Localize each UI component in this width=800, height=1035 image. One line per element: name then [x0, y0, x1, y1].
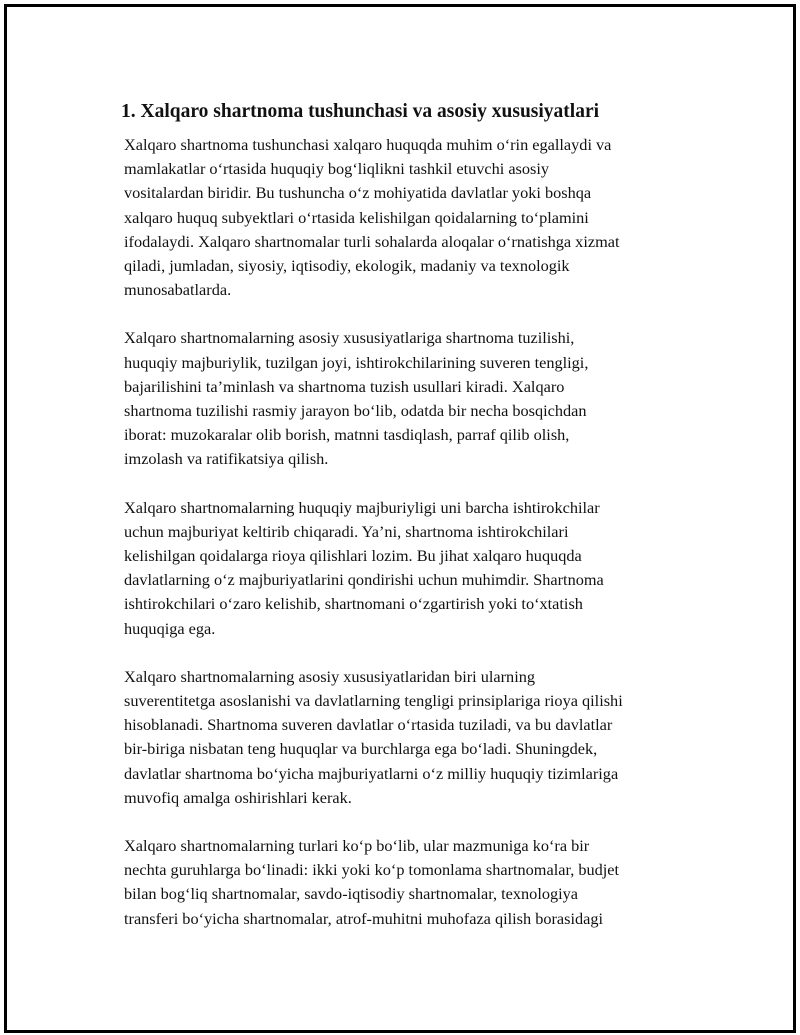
text-line: davlatlar shartnoma boʻyicha majburiyatlarni oʻz milliy huquqiy tizimlariga [124, 763, 619, 783]
text-line: suverentitetga asoslanishi va davlatlarning tengligi prinsiplariga rioya qilishi [124, 691, 623, 711]
text-line: vositalardan biridir. Bu tushuncha oʻz mohiyatida davlatlar yoki boshqa [124, 183, 592, 203]
paragraph [121, 496, 701, 641]
text-line: ishtirokchilari oʻzaro kelishib, shartnomani oʻzgartirish yoki toʻxtatish [124, 594, 583, 614]
text-line: imzolash va ratifikatsiya qilish. [124, 449, 329, 469]
page-frame [4, 4, 796, 1033]
text-line: nechta guruhlarga boʻlinadi: ikki yoki koʻp tomonlama shartnomalar, budjet [124, 860, 620, 880]
text-line: shartnoma tuzilishi rasmiy jarayon boʻlib, odatda bir necha bosqichdan [124, 401, 587, 421]
paragraph [121, 326, 701, 471]
document-body [121, 99, 701, 955]
text-line: munosabatlarda. [124, 280, 232, 300]
section-heading: 1. Xalqaro shartnoma tushunchasi va asosiy xususiyatlari [121, 101, 600, 122]
text-line: Xalqaro shartnomalarning huquqiy majburiyligi uni barcha ishtirokchilar [124, 497, 600, 517]
text-line: iborat: muzokaralar olib borish, matnni tasdiqlash, parraf qilib olish, [124, 425, 570, 445]
text-line: uchun majburiyat keltirib chiqaradi. Ya’ni, shartnoma ishtirokchilari [124, 521, 569, 541]
text-line: huquqiy majburiylik, tuzilgan joyi, ishtirokchilarining suveren tengligi, [124, 352, 589, 372]
text-line: Xalqaro shartnoma tushunchasi xalqaro huquqda muhim oʻrin egallaydi va [124, 135, 612, 154]
paragraph [121, 133, 701, 302]
text-line: bajarilishini ta’minlash va shartnoma tuzish usullari kiradi. Xalqaro [124, 376, 565, 396]
text-line: xalqaro huquq subyektlari oʻrtasida kelishilgan qoidalarning toʻplamini [124, 207, 589, 227]
paragraph [121, 834, 701, 931]
paragraph-container [121, 133, 701, 931]
text-line: qiladi, jumladan, siyosiy, iqtisodiy, ekologik, madaniy va texnologik [124, 256, 570, 276]
paragraph [121, 665, 701, 810]
text-line: mamlakatlar oʻrtasida huquqiy bogʻliqlikni tashkil etuvchi asosiy [124, 159, 550, 179]
text-line: transferi boʻyicha shartnomalar, atrof-muhitni muhofaza qilish borasidagi [124, 908, 604, 928]
text-line: Xalqaro shartnomalarning turlari koʻp boʻlib, ular mazmuniga koʻra bir [124, 836, 590, 856]
text-line: hisoblanadi. Shartnoma suveren davlatlar oʻrtasida tuziladi, va bu davlatlar [124, 715, 613, 735]
text-line: muvofiq amalga oshirishlari kerak. [124, 787, 352, 807]
text-line: huquqiga ega. [124, 618, 216, 638]
text-line: davlatlarning oʻz majburiyatlarini qondirishi uchun muhimdir. Shartnoma [124, 570, 604, 590]
text-line: kelishilgan qoidalarga rioya qilishlari lozim. Bu jihat xalqaro huquqda [124, 546, 582, 566]
text-line: Xalqaro shartnomalarning asosiy xususiyatlaridan biri ularning [124, 666, 536, 686]
text-line: bilan bogʻliq shartnomalar, savdo-iqtisodiy shartnomalar, texnologiya [124, 884, 579, 904]
text-line: ifodalaydi. Xalqaro shartnomalar turli sohalarda aloqalar oʻrnatishga xizmat [124, 231, 620, 251]
text-line: bir-biriga nisbatan teng huquqlar va burchlarga ega boʻladi. Shuningdek, [124, 739, 598, 759]
text-line: Xalqaro shartnomalarning asosiy xususiyatlariga shartnoma tuzilishi, [124, 328, 575, 348]
